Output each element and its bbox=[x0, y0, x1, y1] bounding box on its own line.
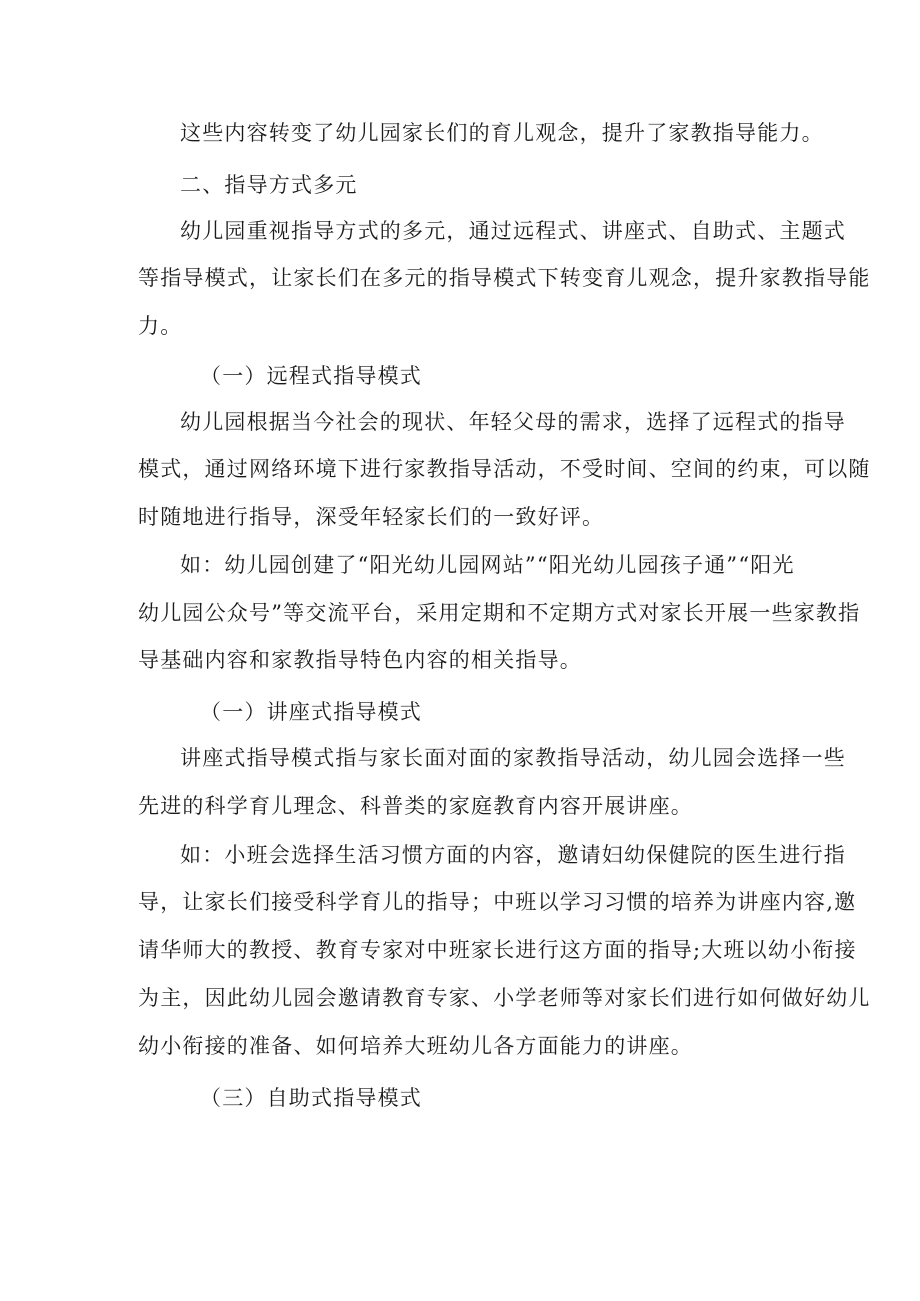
paragraph-line: 幼儿园根据当今社会的现状、年轻父母的需求，选择了远程式的指导 bbox=[180, 410, 846, 434]
paragraph-line: 讲座式指导模式指与家长面对面的家教指导活动，幼儿园会选择一些 bbox=[180, 746, 846, 770]
paragraph-line: 模式，通过网络环境下进行家教指导活动，不受时间、空间的约束，可以随 bbox=[138, 457, 871, 481]
paragraph-line: 如：幼儿园创建了“阳光幼儿园网站”“阳光幼儿园孩子通”“阳光 bbox=[180, 553, 795, 577]
paragraph-line: 为主，因此幼儿园会邀请教育专家、小学老师等对家长们进行如何做好幼儿 bbox=[138, 986, 871, 1010]
paragraph-line: 幼儿园公众号”等交流平台，采用定期和不定期方式对家长开展一些家教指 bbox=[138, 601, 861, 625]
paragraph-line: 等指导模式，让家长们在多元的指导模式下转变育儿观念，提升家教指导能 bbox=[138, 266, 871, 290]
subsection-heading: （三）自助式指导模式 bbox=[200, 1086, 422, 1110]
paragraph-line: 导，让家长们接受科学育儿的指导；中班以学习习惯的培养为讲座内容,邀 bbox=[138, 890, 857, 914]
section-heading: 二、指导方式多元 bbox=[180, 173, 358, 197]
paragraph-line: 幼小衔接的准备、如何培养大班幼儿各方面能力的讲座。 bbox=[138, 1034, 693, 1058]
paragraph-line: 如：小班会选择生活习惯方面的内容，邀请妇幼保健院的医生进行指 bbox=[180, 843, 846, 867]
paragraph-line: 时随地进行指导，深受年轻家长们的一致好评。 bbox=[138, 505, 605, 529]
subsection-heading: （一）讲座式指导模式 bbox=[200, 700, 422, 724]
paragraph-line: 导基础内容和家教指导特色内容的相关指导。 bbox=[138, 648, 582, 672]
paragraph-line: 请华师大的教授、教育专家对中班家长进行这方面的指导;大班以幼小衔接 bbox=[138, 938, 857, 962]
paragraph-line: 这些内容转变了幼儿园家长们的育儿观念，提升了家教指导能力。 bbox=[180, 121, 824, 145]
subsection-heading: （一）远程式指导模式 bbox=[200, 364, 422, 388]
paragraph-line: 幼儿园重视指导方式的多元，通过远程式、讲座式、自助式、主题式 bbox=[180, 219, 846, 243]
paragraph-line: 力。 bbox=[138, 314, 183, 338]
paragraph-line: 先进的科学育儿理念、科普类的家庭教育内容开展讲座。 bbox=[138, 794, 693, 818]
